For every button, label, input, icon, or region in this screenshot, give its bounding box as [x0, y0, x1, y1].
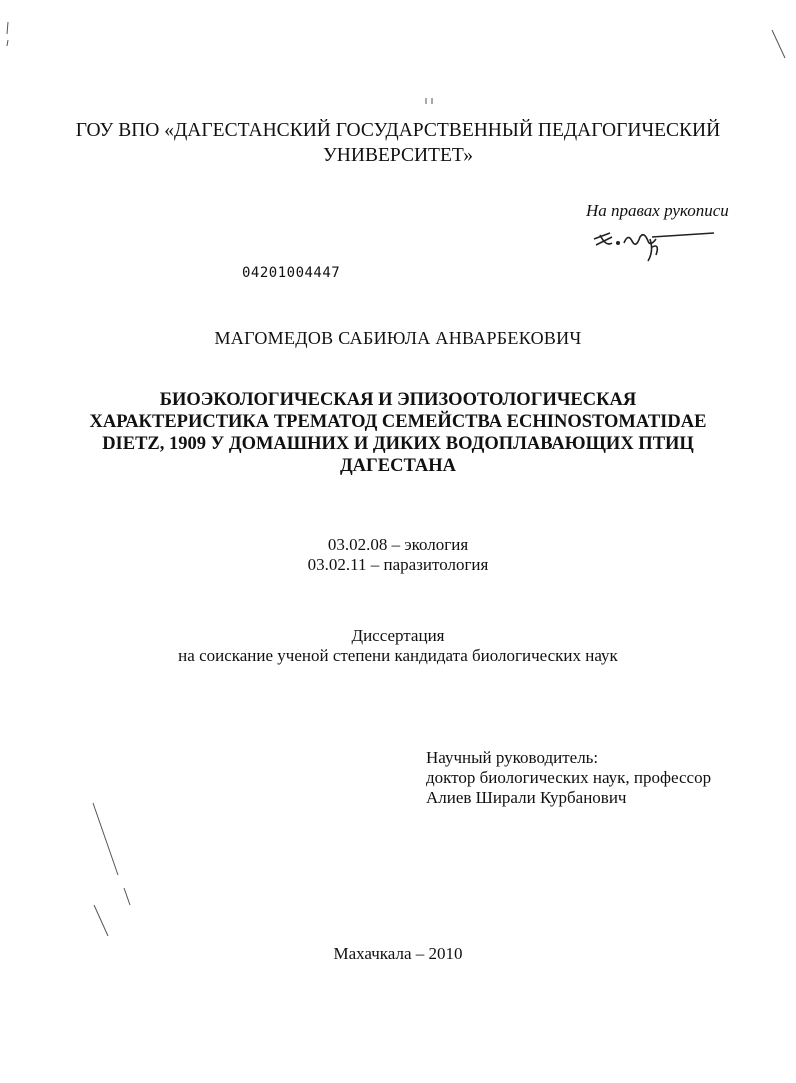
rights-note: На правах рукописи	[586, 201, 729, 220]
supervisor-credentials: доктор биологических наук, профессор	[426, 768, 712, 787]
dissertation-type: Диссертация	[351, 626, 445, 645]
institution-line-2: УНИВЕРСИТЕТ»	[322, 145, 474, 166]
specialties	[0, 535, 796, 575]
supervisor-block	[426, 748, 711, 808]
title-line: ДАГЕСТАНА	[339, 456, 457, 476]
supervisor-name: Алиев Ширали Курбанович	[426, 788, 627, 807]
institution-name	[0, 118, 796, 168]
supervisor-label: Научный руководитель:	[426, 748, 599, 767]
dissertation-title	[0, 389, 796, 477]
specialty-item: 03.02.11 – паразитология	[307, 555, 489, 574]
dissertation-degree: на соискание ученой степени кандидата биологических наук	[178, 646, 618, 665]
catalog-number: 04201004447	[242, 265, 341, 281]
specialty-item: 03.02.08 – экология	[327, 535, 469, 554]
dissertation-info	[0, 626, 796, 666]
title-line: БИОЭКОЛОГИЧЕСКАЯ И ЭПИЗООТОЛОГИЧЕСКАЯ	[159, 390, 637, 410]
signature-icon	[590, 225, 720, 270]
title-line: DIETZ, 1909 У ДОМАШНИХ И ДИКИХ ВОДОПЛАВАЮЩИХ ПТИЦ	[102, 434, 694, 454]
place-year: Махачкала – 2010	[333, 944, 463, 963]
title-line: ХАРАКТЕРИСТИКА ТРЕМАТОД СЕМЕЙСТВА ECHINOSTOMATIDAE	[89, 412, 707, 432]
institution-line-1: ГОУ ВПО «ДАГЕСТАНСКИЙ ГОСУДАРСТВЕННЫЙ ПЕДАГОГИЧЕСКИЙ	[75, 120, 721, 141]
author-name: МАГОМЕДОВ САБИЮЛА АНВАРБЕКОВИЧ	[214, 328, 582, 348]
